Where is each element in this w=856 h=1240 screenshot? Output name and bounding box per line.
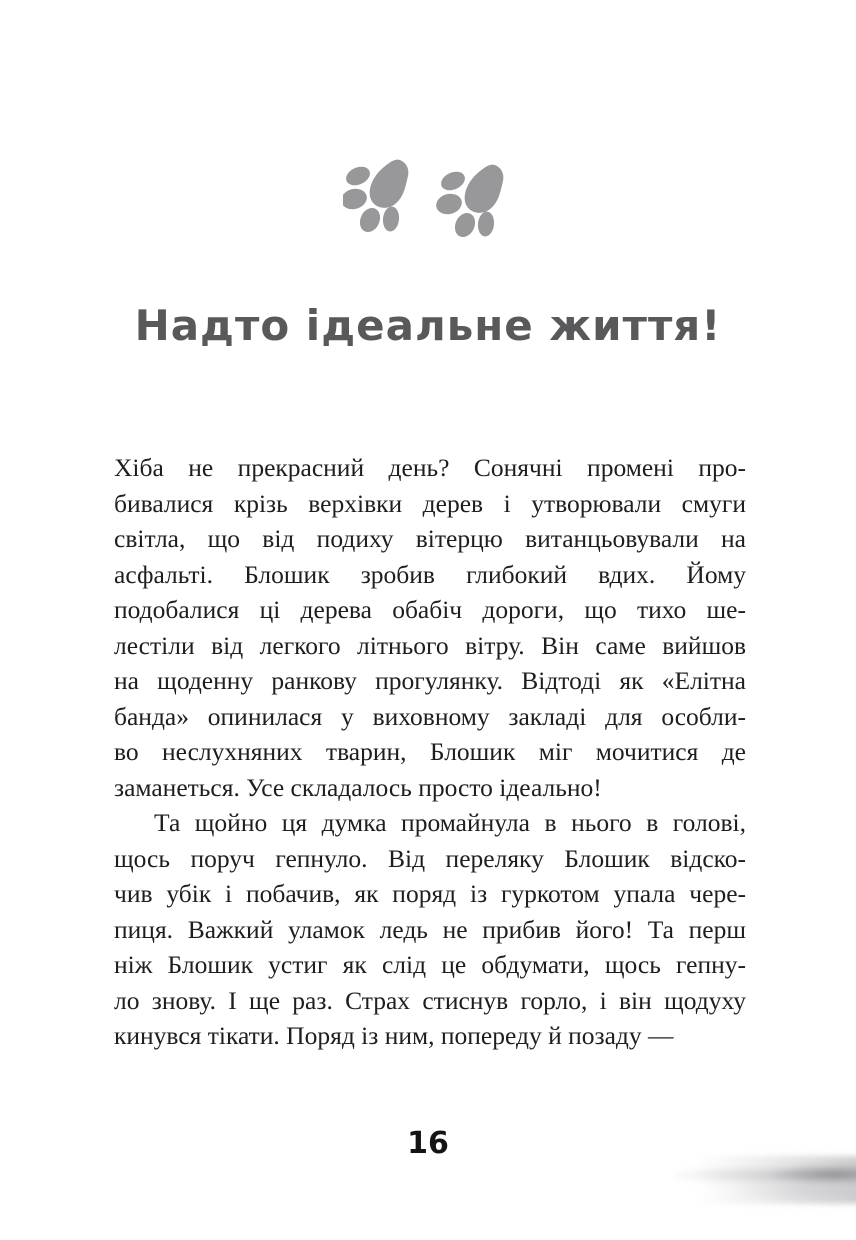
text-line: подобалися ці дерева обабіч дороги, що тихо ше- xyxy=(114,595,746,624)
text-line: бивалися крізь верхівки дерев і утворювали смуги xyxy=(114,488,746,518)
text-line: пиця. Важкий уламок ледь не прибив його! Та перш xyxy=(114,914,746,944)
chapter-title: Надто ідеальне життя! xyxy=(134,301,722,350)
text-line: асфальті. Блошик зробив глибокий вдих. Йому xyxy=(114,559,746,589)
text-line: Хіба не прекрасний день? Сонячні промені про- xyxy=(114,453,746,482)
paw-prints-icon xyxy=(343,158,515,248)
text-line: на щоденну ранкову прогулянку. Відтоді як «Елітна xyxy=(114,666,746,695)
text-line: Та щойно ця думка промайнула в нього в голові, xyxy=(154,808,746,837)
body-text xyxy=(114,450,746,1054)
text-line: во неслухняних тварин, Блошик міг мочитися де xyxy=(114,737,746,766)
text-line: банда» опинилася у виховному закладі для особли- xyxy=(114,701,746,731)
text-line: щось поруч гепнуло. Від переляку Блошик відско- xyxy=(114,843,746,873)
text-line: заманеться. Усе складалось просто ідеально! xyxy=(114,772,602,802)
text-line: ло знову. І ще раз. Страх стиснув горло, і він щодуху xyxy=(114,985,746,1015)
paragraph xyxy=(114,450,746,805)
text-line: лестіли від легкого літнього вітру. Він саме вийшов xyxy=(114,630,746,660)
paragraph xyxy=(114,805,746,1054)
text-line: чив убік і побачив, як поряд із гуркотом упала чере- xyxy=(114,879,746,908)
text-line: ніж Блошик устиг як слід це обдумати, щось гепну- xyxy=(114,950,746,979)
text-line: кинувся тікати. Поряд із ним, попереду й позаду — xyxy=(114,1021,674,1050)
page-edge-smudge xyxy=(674,1156,856,1204)
text-line: світла, що від подиху вітерцю витанцьовували на xyxy=(114,524,746,553)
page-number: 16 xyxy=(407,1126,449,1161)
